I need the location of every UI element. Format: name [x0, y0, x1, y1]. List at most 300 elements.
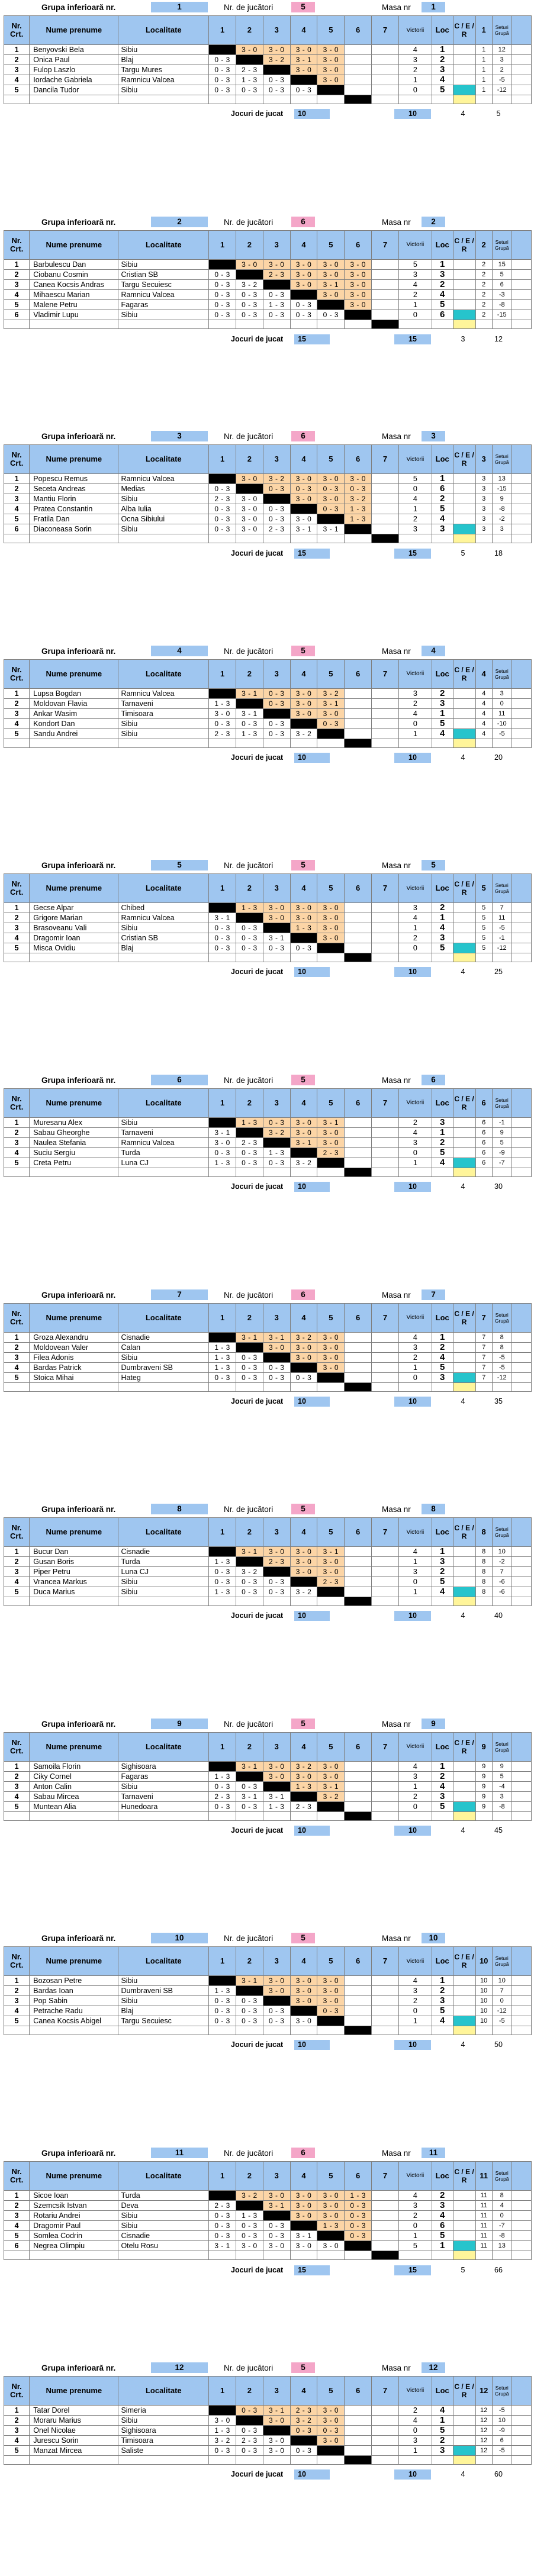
group-block — [0, 1932, 534, 2147]
col-opponent-5: 5 — [317, 2161, 345, 2190]
match-result — [372, 55, 399, 65]
col-nr: Nr. Crt. — [4, 445, 30, 474]
match-result: 1 - 3 — [236, 903, 263, 913]
ce-value — [453, 45, 475, 55]
group-footer — [0, 334, 534, 345]
victories-value: 3 — [398, 903, 432, 913]
ce-value — [453, 708, 475, 718]
match-result — [372, 1117, 399, 1127]
col-city: Localitate — [118, 2161, 209, 2190]
empty-cell — [345, 2026, 372, 2035]
victories-value: 1 — [398, 2230, 432, 2240]
match-result — [372, 45, 399, 55]
col-city: Localitate — [118, 1088, 209, 1117]
match-result: 3 - 1 — [236, 708, 263, 718]
col-final: Seturi Grupă — [492, 2376, 512, 2405]
match-result — [345, 728, 372, 739]
empty-cell — [317, 2251, 345, 2259]
games-to-play-label: Jocuri de jucat — [231, 753, 284, 762]
empty-cell — [372, 2251, 399, 2259]
match-result — [372, 524, 399, 534]
victories-value: 2 — [398, 1996, 432, 2006]
ce-value — [453, 1996, 475, 2006]
col-group-repeat: 6 — [475, 1088, 492, 1117]
empty-cell — [317, 95, 345, 104]
match-result — [372, 1127, 399, 1137]
empty-row — [4, 953, 532, 962]
ce-value — [453, 1771, 475, 1781]
group-value: 2 — [475, 299, 492, 309]
empty-cell — [398, 95, 432, 104]
group-value: 6 — [475, 1158, 492, 1168]
table-row — [4, 708, 532, 718]
sets-value: 3 — [492, 524, 512, 534]
empty-row — [4, 1811, 532, 1820]
empty-cell — [209, 1811, 236, 1820]
col-name: Nume prenume — [30, 659, 118, 688]
match-result: 3 - 2 — [236, 1567, 263, 1577]
sets-value: 8 — [492, 2190, 512, 2200]
row-number: 4 — [4, 2435, 30, 2445]
match-result — [345, 45, 372, 55]
col-victories: Victorii — [398, 2161, 432, 2190]
ce-value — [453, 1587, 475, 1597]
group-table — [4, 2376, 532, 2465]
ce-value — [453, 1352, 475, 1362]
match-result: 0 - 3 — [236, 1147, 263, 1158]
match-result: 1 - 3 — [209, 1771, 236, 1781]
row-number: 3 — [4, 494, 30, 504]
empty-cell — [317, 1382, 345, 1391]
col-opponent-5: 5 — [317, 659, 345, 688]
match-result: 3 - 0 — [317, 2415, 345, 2425]
match-result: 2 - 3 — [236, 1137, 263, 1147]
games-to-play-label: Jocuri de jucat — [231, 109, 284, 118]
player-city: Blaj — [118, 943, 209, 953]
victories-value: 4 — [398, 1547, 432, 1557]
col-opponent-2: 2 — [236, 659, 263, 688]
table-row — [4, 2210, 532, 2220]
victories-value: 2 — [398, 933, 432, 943]
match-result: 3 - 0 — [317, 474, 345, 484]
match-result: 0 - 3 — [209, 1781, 236, 1791]
empty-cell — [118, 1168, 209, 1176]
col-place: Loc — [432, 1518, 453, 1547]
ce-value — [453, 1547, 475, 1557]
blank-cell — [512, 1557, 531, 1567]
match-result: 3 - 0 — [290, 1547, 317, 1557]
row-number: 3 — [4, 2425, 30, 2435]
match-result: 2 - 3 — [236, 65, 263, 75]
match-result: 0 - 3 — [209, 1567, 236, 1577]
place-value: 3 — [432, 269, 453, 279]
match-result: 1 - 3 — [345, 2190, 372, 2200]
empty-cell — [4, 739, 30, 747]
empty-cell — [118, 320, 209, 328]
player-city: Sibiu — [118, 45, 209, 55]
place-value: 3 — [432, 1372, 453, 1382]
group-label: Grupa inferioară nr. — [41, 861, 116, 871]
match-result — [372, 474, 399, 484]
match-result — [372, 903, 399, 913]
place-value: 5 — [432, 85, 453, 95]
col-opponent-6: 6 — [345, 874, 372, 903]
match-result: 3 - 1 — [263, 2405, 290, 2415]
match-result: 3 - 0 — [290, 474, 317, 484]
match-result: 3 - 0 — [236, 514, 263, 524]
group-value: 11 — [475, 2210, 492, 2220]
blank-cell — [512, 903, 531, 913]
empty-row — [4, 320, 532, 328]
match-result: 0 - 3 — [236, 1577, 263, 1587]
match-result: 3 - 2 — [263, 1127, 290, 1137]
match-result — [372, 65, 399, 75]
match-result: 3 - 2 — [290, 1587, 317, 1597]
diagonal-cell — [263, 65, 290, 75]
footer-count: 4 — [461, 1611, 465, 1620]
match-result — [372, 2405, 399, 2415]
empty-cell — [492, 534, 512, 543]
table-label: Masa nr — [382, 1505, 411, 1514]
player-name: Iordache Gabriela — [30, 75, 118, 85]
empty-cell — [236, 1597, 263, 1606]
match-result — [372, 2200, 399, 2210]
match-result: 3 - 0 — [345, 259, 372, 269]
victories-value: 1 — [398, 2016, 432, 2026]
games-to-play-value: 15 — [294, 2265, 330, 2275]
match-result: 3 - 0 — [209, 1137, 236, 1147]
sets-value: -7 — [492, 1158, 512, 1168]
player-city: Saliste — [118, 2445, 209, 2455]
players-count: 5 — [291, 1719, 315, 1729]
diagonal-cell — [209, 903, 236, 913]
match-result — [372, 2240, 399, 2251]
diagonal-cell — [263, 1567, 290, 1577]
match-result: 3 - 0 — [290, 708, 317, 718]
victories-value: 3 — [398, 1137, 432, 1147]
row-number: 5 — [4, 728, 30, 739]
match-result: 3 - 0 — [290, 1996, 317, 2006]
empty-cell — [30, 1168, 118, 1176]
header-row — [4, 2376, 532, 2405]
players-label: Nr. de jucători — [224, 1719, 274, 1729]
col-final: Seturi Grupă — [492, 874, 512, 903]
player-city: Cisnadie — [118, 1332, 209, 1342]
match-result — [372, 2435, 399, 2445]
ce-value — [453, 484, 475, 494]
group-header — [0, 1932, 534, 1945]
player-city: Ocna Sibiului — [118, 514, 209, 524]
table-row — [4, 2016, 532, 2026]
players-label: Nr. de jucători — [224, 3, 274, 12]
match-result: 3 - 0 — [317, 55, 345, 65]
match-result: 3 - 0 — [263, 259, 290, 269]
place-value: 4 — [432, 728, 453, 739]
col-group-repeat: 7 — [475, 1303, 492, 1332]
player-name: Gecse Alpar — [30, 903, 118, 913]
player-city: Turda — [118, 2190, 209, 2200]
group-value: 11 — [475, 2240, 492, 2251]
group-value: 8 — [475, 1567, 492, 1577]
empty-cell — [30, 2251, 118, 2259]
group-block — [0, 645, 534, 860]
blank-cell — [512, 2415, 531, 2425]
player-city: Sibiu — [118, 85, 209, 95]
group-footer — [0, 549, 534, 559]
empty-cell — [30, 1382, 118, 1391]
player-name: Vrancea Markus — [30, 1577, 118, 1587]
empty-cell — [236, 739, 263, 747]
ce-value — [453, 289, 475, 299]
empty-cell — [432, 320, 453, 328]
group-value: 5 — [475, 923, 492, 933]
group-value: 4 — [475, 688, 492, 698]
match-result: 3 - 0 — [290, 65, 317, 75]
col-name: Nume prenume — [30, 1088, 118, 1117]
match-result: 3 - 0 — [290, 903, 317, 913]
match-result: 0 - 3 — [209, 1996, 236, 2006]
match-result: 3 - 1 — [263, 1791, 290, 1801]
players-count: 5 — [291, 1933, 315, 1943]
match-result: 0 - 3 — [209, 1577, 236, 1587]
player-city: Sibiu — [118, 1781, 209, 1791]
group-number: 2 — [151, 217, 208, 227]
diagonal-cell — [290, 289, 317, 299]
empty-cell — [263, 2026, 290, 2035]
group-value: 8 — [475, 1547, 492, 1557]
col-final: Seturi Grupă — [492, 1518, 512, 1547]
players-count: 6 — [291, 217, 315, 227]
match-result: 3 - 0 — [317, 933, 345, 943]
match-result: 3 - 1 — [263, 933, 290, 943]
victories-value: 5 — [398, 474, 432, 484]
empty-row — [4, 1597, 532, 1606]
group-value: 8 — [475, 1577, 492, 1587]
match-result: 0 - 3 — [263, 2220, 290, 2230]
table-row — [4, 1771, 532, 1781]
match-result — [372, 269, 399, 279]
empty-cell — [263, 1382, 290, 1391]
empty-cell — [453, 1597, 475, 1606]
blank-cell — [512, 2435, 531, 2445]
match-result: 0 - 3 — [236, 85, 263, 95]
group-table — [4, 444, 532, 543]
place-value: 1 — [432, 1976, 453, 1986]
player-city: Sibiu — [118, 923, 209, 933]
place-value: 3 — [432, 2445, 453, 2455]
match-result: 3 - 0 — [290, 1342, 317, 1352]
player-city: Ramnicu Valcea — [118, 75, 209, 85]
empty-cell — [345, 1597, 372, 1606]
player-name: Fratila Dan — [30, 514, 118, 524]
match-result: 2 - 3 — [209, 1791, 236, 1801]
group-label: Grupa inferioară nr. — [41, 3, 116, 12]
row-number: 2 — [4, 1127, 30, 1137]
diagonal-cell — [290, 933, 317, 943]
table-row — [4, 2425, 532, 2435]
diagonal-cell — [290, 2435, 317, 2445]
footer-total: 45 — [494, 1826, 503, 1835]
sets-value: -8 — [492, 504, 512, 514]
match-result — [345, 2405, 372, 2415]
player-name: Lupsa Bogdan — [30, 688, 118, 698]
col-nr: Nr. Crt. — [4, 659, 30, 688]
games-played-value: 10 — [394, 1826, 431, 1836]
match-result — [345, 2016, 372, 2026]
blank-cell — [512, 1567, 531, 1577]
table-row — [4, 1761, 532, 1771]
col-opponent-3: 3 — [263, 2376, 290, 2405]
sets-value: 10 — [492, 1547, 512, 1557]
empty-cell — [475, 2251, 492, 2259]
match-result: 0 - 3 — [263, 1158, 290, 1168]
table-row — [4, 2230, 532, 2240]
place-value: 5 — [432, 1577, 453, 1587]
diagonal-cell — [263, 1781, 290, 1791]
empty-cell — [30, 320, 118, 328]
empty-cell — [475, 2026, 492, 2035]
col-group-repeat: 9 — [475, 1732, 492, 1761]
match-result — [372, 1547, 399, 1557]
row-number: 4 — [4, 2006, 30, 2016]
col-opponent-6: 6 — [345, 2376, 372, 2405]
table-row — [4, 1577, 532, 1587]
group-number: 3 — [151, 431, 208, 441]
match-result: 0 - 3 — [263, 85, 290, 95]
blank-cell — [512, 2220, 531, 2230]
match-result — [372, 75, 399, 85]
col-nr: Nr. Crt. — [4, 16, 30, 45]
match-result: 0 - 3 — [209, 299, 236, 309]
table-row — [4, 1127, 532, 1137]
empty-cell — [398, 1168, 432, 1176]
group-header — [0, 216, 534, 229]
group-block — [0, 1289, 534, 1504]
match-result: 3 - 2 — [290, 1332, 317, 1342]
table-number: 4 — [422, 646, 445, 656]
diagonal-cell — [290, 75, 317, 85]
player-city: Sibiu — [118, 1352, 209, 1362]
diagonal-cell — [317, 1158, 345, 1168]
player-name: Pratea Constantin — [30, 504, 118, 514]
diagonal-cell — [236, 269, 263, 279]
empty-cell — [398, 953, 432, 962]
match-result: 0 - 3 — [209, 309, 236, 320]
match-result: 0 - 3 — [263, 1362, 290, 1372]
group-number: 11 — [151, 2148, 208, 2158]
empty-cell — [512, 1382, 531, 1391]
diagonal-cell — [290, 1577, 317, 1587]
empty-row — [4, 534, 532, 543]
row-number: 2 — [4, 55, 30, 65]
diagonal-cell — [209, 688, 236, 698]
blank-cell — [512, 1147, 531, 1158]
table-row — [4, 1557, 532, 1567]
games-played-value: 10 — [394, 1182, 431, 1192]
empty-cell — [30, 1811, 118, 1820]
victories-value: 0 — [398, 309, 432, 320]
row-number: 2 — [4, 913, 30, 923]
place-value: 2 — [432, 688, 453, 698]
group-value: 9 — [475, 1761, 492, 1771]
match-result — [345, 698, 372, 708]
group-value: 6 — [475, 1147, 492, 1158]
diagonal-cell — [236, 1986, 263, 1996]
footer-total: 5 — [496, 109, 501, 118]
players-count: 5 — [291, 860, 315, 871]
col-blank — [512, 1947, 531, 1976]
victories-value: 3 — [398, 1567, 432, 1577]
match-result: 0 - 3 — [263, 718, 290, 728]
sets-value: -5 — [492, 75, 512, 85]
col-opponent-5: 5 — [317, 1947, 345, 1976]
empty-cell — [317, 739, 345, 747]
match-result: 3 - 0 — [317, 1352, 345, 1362]
empty-cell — [263, 534, 290, 543]
match-result — [345, 1801, 372, 1811]
blank-cell — [512, 1761, 531, 1771]
victories-value: 4 — [398, 913, 432, 923]
games-to-play-value: 10 — [294, 967, 330, 977]
blank-cell — [512, 1976, 531, 1986]
match-result — [345, 708, 372, 718]
games-to-play-value: 10 — [294, 1826, 330, 1836]
row-number: 4 — [4, 718, 30, 728]
match-result: 3 - 0 — [290, 1986, 317, 1996]
place-value: 3 — [432, 1117, 453, 1127]
empty-cell — [236, 1811, 263, 1820]
group-value: 3 — [475, 524, 492, 534]
match-result: 0 - 3 — [209, 504, 236, 514]
match-result: 1 - 3 — [209, 698, 236, 708]
col-group-repeat: 8 — [475, 1518, 492, 1547]
games-to-play-value: 10 — [294, 1611, 330, 1621]
ce-value — [453, 504, 475, 514]
match-result: 0 - 3 — [317, 718, 345, 728]
match-result: 0 - 3 — [209, 718, 236, 728]
table-row — [4, 1372, 532, 1382]
match-result: 0 - 3 — [209, 269, 236, 279]
group-table — [4, 1946, 532, 2035]
blank-cell — [512, 2240, 531, 2251]
match-result: 3 - 0 — [290, 259, 317, 269]
victories-value: 3 — [398, 1986, 432, 1996]
row-number: 4 — [4, 2220, 30, 2230]
blank-cell — [512, 1587, 531, 1597]
match-result: 3 - 1 — [236, 1332, 263, 1342]
table-row — [4, 1147, 532, 1158]
group-header — [0, 1289, 534, 1302]
match-result — [345, 2415, 372, 2425]
col-victories: Victorii — [398, 445, 432, 474]
group-footer — [0, 1182, 534, 1192]
sets-value: -5 — [492, 728, 512, 739]
empty-cell — [492, 320, 512, 328]
match-result: 0 - 3 — [236, 2405, 263, 2415]
empty-cell — [263, 739, 290, 747]
match-result — [372, 1587, 399, 1597]
match-result — [345, 1771, 372, 1781]
place-value: 3 — [432, 933, 453, 943]
blank-cell — [512, 55, 531, 65]
place-value: 4 — [432, 1587, 453, 1597]
match-result: 3 - 0 — [290, 913, 317, 923]
empty-cell — [4, 320, 30, 328]
col-final: Seturi Grupă — [492, 2161, 512, 2190]
group-value: 1 — [475, 85, 492, 95]
victories-value: 0 — [398, 1147, 432, 1158]
match-result: 3 - 0 — [290, 2190, 317, 2200]
